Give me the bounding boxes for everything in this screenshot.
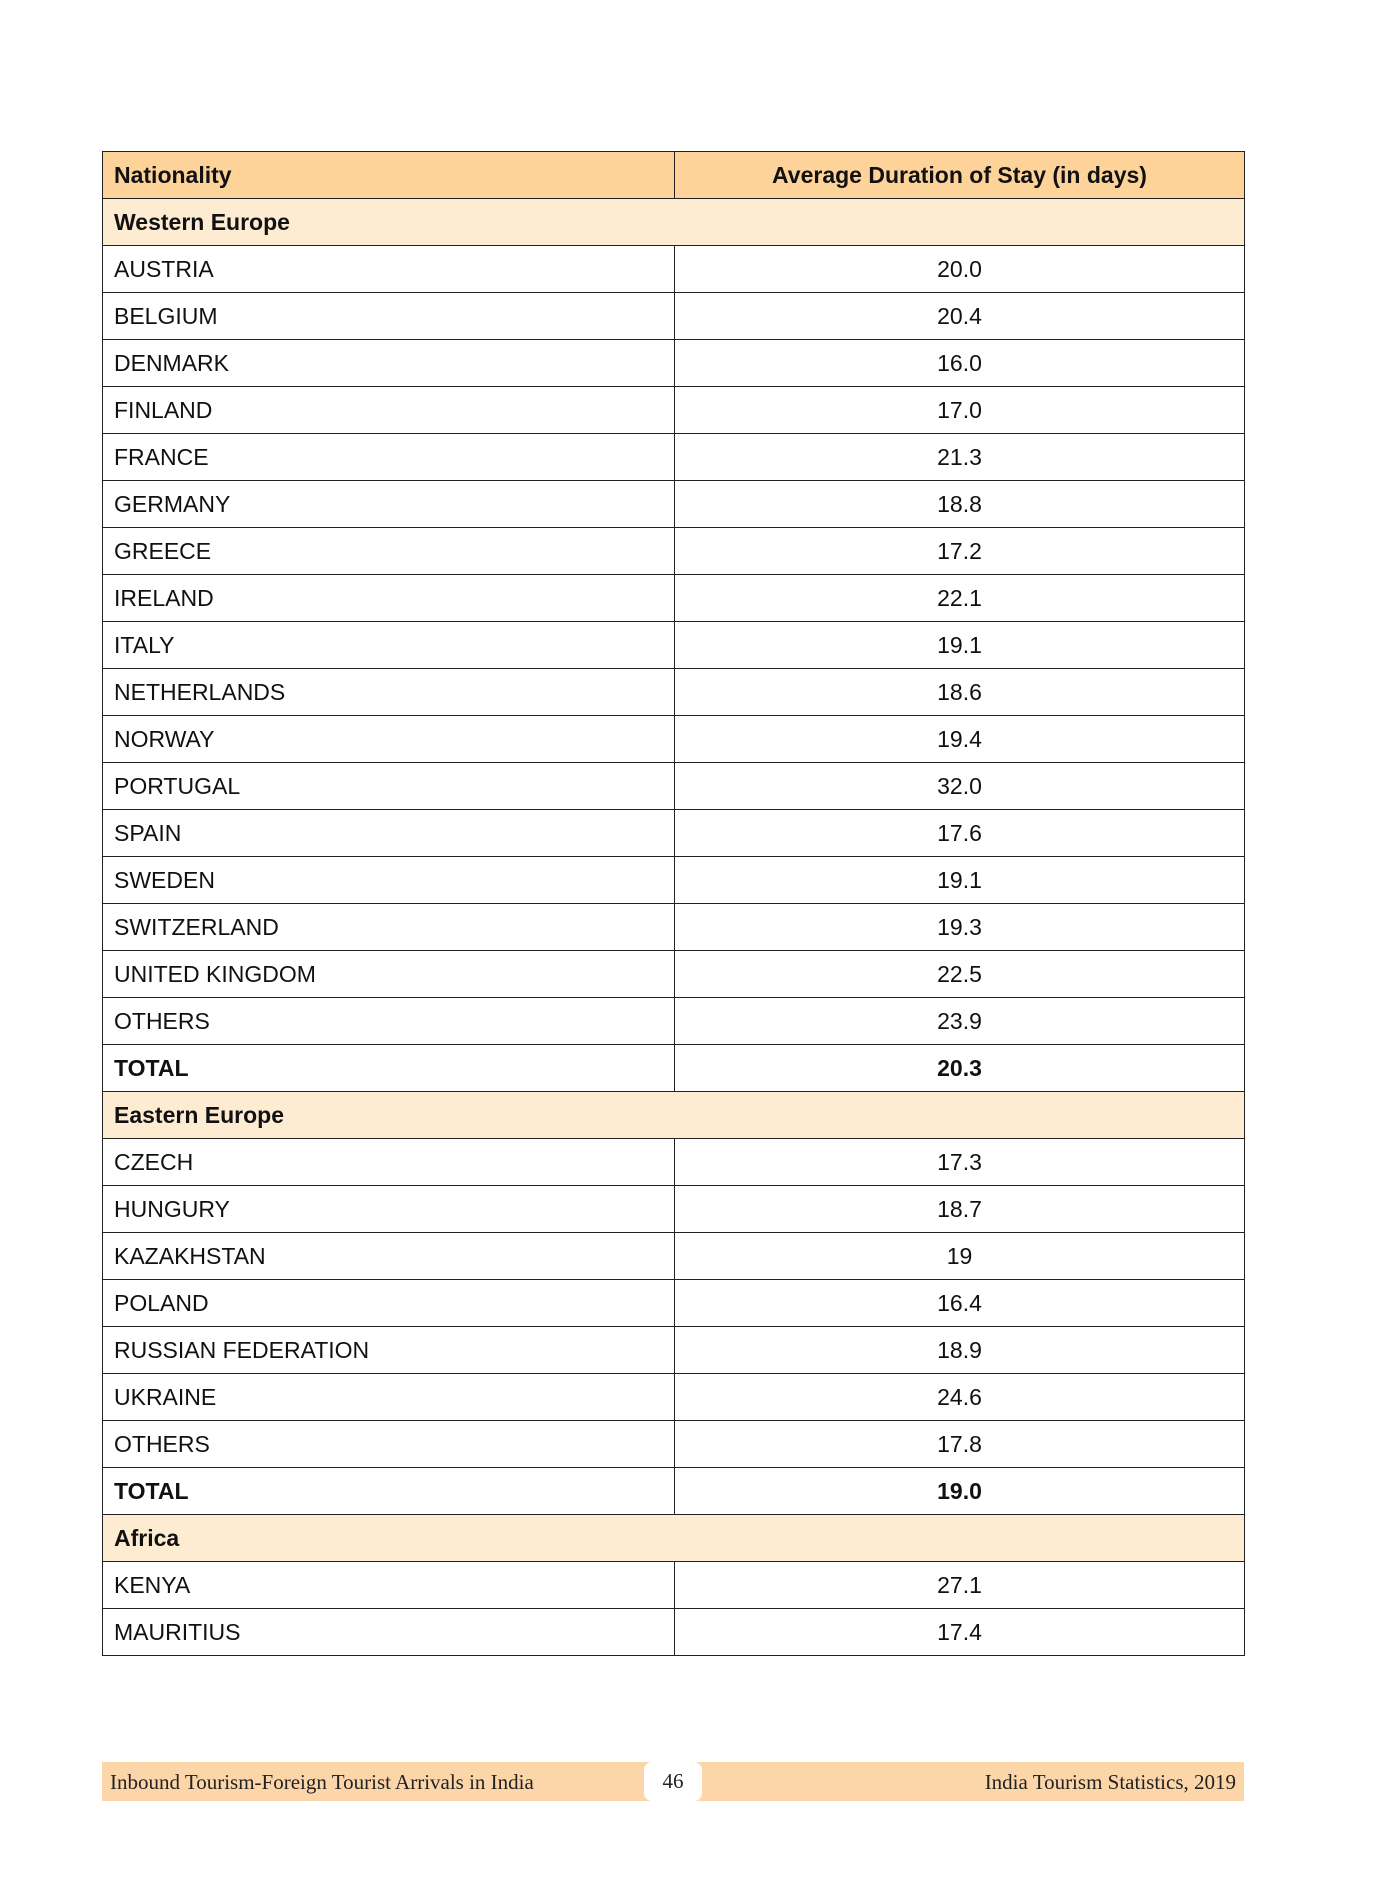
duration-cell: 17.8 xyxy=(675,1421,1245,1468)
nationality-cell: FINLAND xyxy=(103,387,675,434)
header-average-duration: Average Duration of Stay (in days) xyxy=(675,152,1245,199)
nationality-cell: KAZAKHSTAN xyxy=(103,1233,675,1280)
nationality-cell: UNITED KINGDOM xyxy=(103,951,675,998)
table-row xyxy=(103,951,1245,998)
duration-cell: 17.6 xyxy=(675,810,1245,857)
nationality-cell: IRELAND xyxy=(103,575,675,622)
footer-page-number: 46 xyxy=(644,1762,702,1801)
table-row xyxy=(103,763,1245,810)
nationality-cell: BELGIUM xyxy=(103,293,675,340)
table-row xyxy=(103,622,1245,669)
table-row xyxy=(103,904,1245,951)
table-row xyxy=(103,716,1245,763)
table-row xyxy=(103,340,1245,387)
total-label: TOTAL xyxy=(103,1468,675,1515)
duration-cell: 19 xyxy=(675,1233,1245,1280)
section-row xyxy=(103,1092,1245,1139)
footer-chapter-title: Inbound Tourism-Foreign Tourist Arrivals in India xyxy=(110,1770,534,1794)
section-row xyxy=(103,1515,1245,1562)
duration-cell: 23.9 xyxy=(675,998,1245,1045)
header-row xyxy=(103,152,1245,199)
table-row xyxy=(103,387,1245,434)
table-row xyxy=(103,1139,1245,1186)
nationality-cell: GERMANY xyxy=(103,481,675,528)
table-body xyxy=(103,199,1245,1656)
table-row xyxy=(103,575,1245,622)
nationality-cell: OTHERS xyxy=(103,998,675,1045)
table-row xyxy=(103,998,1245,1045)
nationality-cell: POLAND xyxy=(103,1280,675,1327)
table-header xyxy=(103,152,1245,199)
section-row xyxy=(103,199,1245,246)
stay-duration-table xyxy=(102,151,1245,1656)
section-title: Eastern Europe xyxy=(103,1092,1245,1139)
duration-cell: 27.1 xyxy=(675,1562,1245,1609)
duration-cell: 22.5 xyxy=(675,951,1245,998)
nationality-cell: ITALY xyxy=(103,622,675,669)
table-row xyxy=(103,1609,1245,1656)
nationality-cell: OTHERS xyxy=(103,1421,675,1468)
nationality-cell: KENYA xyxy=(103,1562,675,1609)
duration-cell: 22.1 xyxy=(675,575,1245,622)
nationality-cell: PORTUGAL xyxy=(103,763,675,810)
nationality-cell: NETHERLANDS xyxy=(103,669,675,716)
nationality-cell: DENMARK xyxy=(103,340,675,387)
table-row xyxy=(103,528,1245,575)
duration-cell: 17.0 xyxy=(675,387,1245,434)
total-row xyxy=(103,1468,1245,1515)
duration-cell: 18.9 xyxy=(675,1327,1245,1374)
nationality-cell: AUSTRIA xyxy=(103,246,675,293)
duration-cell: 21.3 xyxy=(675,434,1245,481)
duration-cell: 18.7 xyxy=(675,1186,1245,1233)
duration-cell: 18.6 xyxy=(675,669,1245,716)
duration-cell: 32.0 xyxy=(675,763,1245,810)
duration-cell: 17.3 xyxy=(675,1139,1245,1186)
table-row xyxy=(103,293,1245,340)
table-row xyxy=(103,481,1245,528)
duration-cell: 19.1 xyxy=(675,622,1245,669)
nationality-cell: SWEDEN xyxy=(103,857,675,904)
footer-publication-title: India Tourism Statistics, 2019 xyxy=(984,1770,1236,1794)
table-row xyxy=(103,1421,1245,1468)
section-title: Western Europe xyxy=(103,199,1245,246)
total-value: 20.3 xyxy=(675,1045,1245,1092)
table-row xyxy=(103,857,1245,904)
nationality-cell: FRANCE xyxy=(103,434,675,481)
duration-cell: 17.4 xyxy=(675,1609,1245,1656)
total-value: 19.0 xyxy=(675,1468,1245,1515)
table-row xyxy=(103,1233,1245,1280)
header-nationality: Nationality xyxy=(103,152,675,199)
nationality-cell: GREECE xyxy=(103,528,675,575)
duration-cell: 18.8 xyxy=(675,481,1245,528)
table-row xyxy=(103,669,1245,716)
duration-cell: 17.2 xyxy=(675,528,1245,575)
duration-cell: 19.4 xyxy=(675,716,1245,763)
duration-cell: 24.6 xyxy=(675,1374,1245,1421)
section-title: Africa xyxy=(103,1515,1245,1562)
duration-cell: 20.4 xyxy=(675,293,1245,340)
table-row xyxy=(103,810,1245,857)
nationality-cell: HUNGURY xyxy=(103,1186,675,1233)
nationality-cell: SWITZERLAND xyxy=(103,904,675,951)
nationality-cell: NORWAY xyxy=(103,716,675,763)
table-row xyxy=(103,1562,1245,1609)
table-row xyxy=(103,1374,1245,1421)
total-label: TOTAL xyxy=(103,1045,675,1092)
duration-cell: 20.0 xyxy=(675,246,1245,293)
nationality-cell: MAURITIUS xyxy=(103,1609,675,1656)
duration-cell: 19.3 xyxy=(675,904,1245,951)
nationality-cell: UKRAINE xyxy=(103,1374,675,1421)
duration-cell: 19.1 xyxy=(675,857,1245,904)
nationality-cell: RUSSIAN FEDERATION xyxy=(103,1327,675,1374)
duration-cell: 16.4 xyxy=(675,1280,1245,1327)
table-row xyxy=(103,1327,1245,1374)
nationality-cell: SPAIN xyxy=(103,810,675,857)
table-row xyxy=(103,1280,1245,1327)
total-row xyxy=(103,1045,1245,1092)
duration-cell: 16.0 xyxy=(675,340,1245,387)
page-footer xyxy=(102,1762,1244,1801)
table-row xyxy=(103,434,1245,481)
nationality-cell: CZECH xyxy=(103,1139,675,1186)
table-row xyxy=(103,246,1245,293)
table-row xyxy=(103,1186,1245,1233)
